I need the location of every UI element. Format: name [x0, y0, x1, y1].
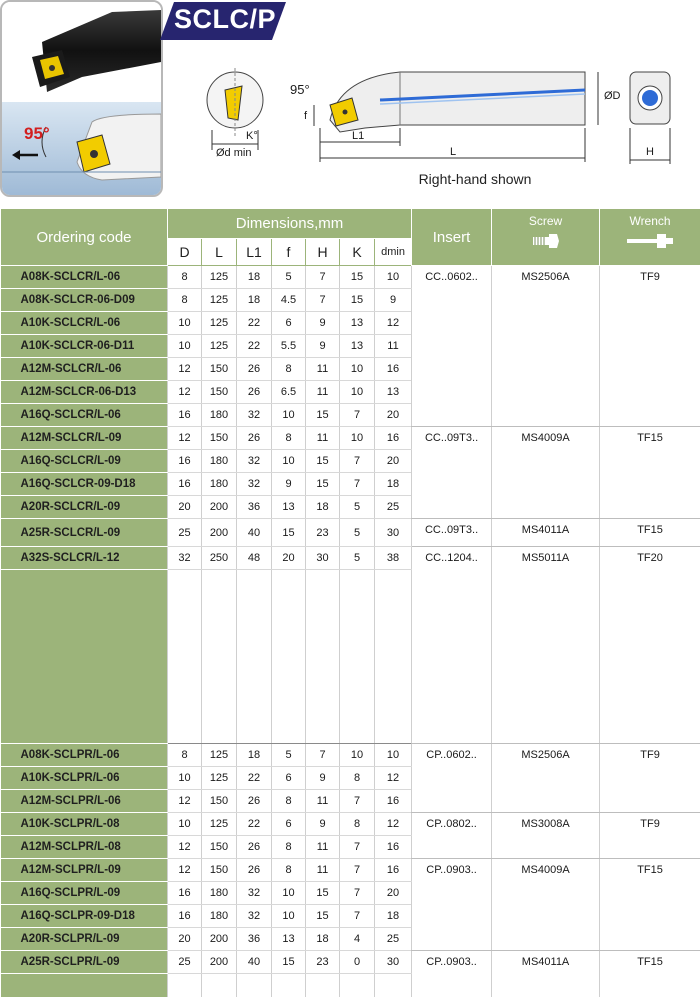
dim-h-cell: 9 [306, 312, 340, 335]
dim-k-cell: 10 [340, 358, 375, 381]
dim-d-cell: 12 [168, 381, 202, 404]
insert-cell: CP..0802.. [412, 813, 492, 859]
ordering-code-cell: A12M-SCLPR/L-09 [1, 859, 168, 882]
dim-h-cell: 11 [306, 859, 340, 882]
dim-h-cell: 11 [306, 358, 340, 381]
dim-d-cell: 10 [168, 767, 202, 790]
dim-l1-cell: 22 [237, 312, 272, 335]
dim-spacer-cell [237, 570, 272, 744]
spec-table-wrapper [0, 208, 700, 997]
drawing-h-label: H [646, 146, 654, 158]
table-row [1, 519, 700, 547]
dim-h-cell: 7 [306, 289, 340, 312]
dim-l-cell: 125 [202, 289, 237, 312]
column-header-insert: Insert [412, 209, 492, 266]
dim-l-cell: 250 [202, 547, 237, 570]
dim-f-cell: 10 [272, 882, 306, 905]
insert-cell: CC..09T3.. [412, 519, 492, 547]
table-row [1, 744, 700, 767]
dim-spacer-cell [340, 974, 375, 997]
drawing-l-label: L [450, 146, 457, 158]
caption: Right-hand shown [418, 171, 532, 187]
technical-drawing [190, 60, 700, 170]
dim-l1-cell: 48 [237, 547, 272, 570]
ordering-code-cell: A10K-SCLPR/L-08 [1, 813, 168, 836]
dim-dmin-cell: 20 [375, 450, 412, 473]
insert-cell: CC..09T3.. [412, 427, 492, 519]
dim-l1-cell: 18 [237, 744, 272, 767]
wrench-cell: TF9 [600, 813, 700, 859]
dim-spacer-cell [375, 570, 412, 744]
dim-spacer-cell [202, 570, 237, 744]
column-header-f: f [272, 239, 306, 266]
column-header-l: L [202, 239, 237, 266]
dim-k-cell: 7 [340, 473, 375, 496]
dim-d-cell: 16 [168, 404, 202, 427]
dim-f-cell: 8 [272, 836, 306, 859]
dim-l1-cell: 32 [237, 882, 272, 905]
dim-dmin-cell: 20 [375, 404, 412, 427]
dim-l-cell: 125 [202, 312, 237, 335]
wrench-cell: TF15 [600, 859, 700, 951]
dim-k-cell: 5 [340, 519, 375, 547]
dim-dmin-cell: 16 [375, 836, 412, 859]
drawing-d-label: ØD [604, 90, 621, 102]
dim-l-cell: 180 [202, 404, 237, 427]
dim-f-cell: 6 [272, 767, 306, 790]
table-row [1, 427, 700, 450]
dim-dmin-cell: 12 [375, 312, 412, 335]
dim-l-cell: 150 [202, 790, 237, 813]
ordering-code-cell: A12M-SCLCR/L-06 [1, 358, 168, 381]
tool-photo-illustration [2, 2, 161, 195]
dim-f-cell: 8 [272, 859, 306, 882]
dim-h-cell: 15 [306, 882, 340, 905]
dim-d-cell: 16 [168, 905, 202, 928]
dim-dmin-cell: 10 [375, 266, 412, 289]
dim-k-cell: 7 [340, 836, 375, 859]
dim-l-cell: 200 [202, 496, 237, 519]
dim-k-cell: 0 [340, 951, 375, 974]
ordering-code-cell: A25R-SCLPR/L-09 [1, 951, 168, 974]
dim-k-cell: 10 [340, 427, 375, 450]
insert-cell: CP..0602.. [412, 744, 492, 813]
dim-d-cell: 16 [168, 450, 202, 473]
dim-k-cell: 7 [340, 404, 375, 427]
dim-l1-cell: 26 [237, 381, 272, 404]
ordering-code-cell: A08K-SCLPR/L-06 [1, 744, 168, 767]
dim-l1-cell: 22 [237, 813, 272, 836]
dim-h-cell: 9 [306, 813, 340, 836]
wrench-cell: TF15 [600, 427, 700, 519]
dim-f-cell: 9 [272, 473, 306, 496]
dim-l-cell: 125 [202, 266, 237, 289]
dim-dmin-cell: 12 [375, 767, 412, 790]
dim-h-cell: 9 [306, 767, 340, 790]
column-header-l1: L1 [237, 239, 272, 266]
drawing-k-label: K° [246, 130, 258, 142]
dim-k-cell: 8 [340, 767, 375, 790]
dim-f-cell: 8 [272, 358, 306, 381]
dim-spacer-cell [340, 570, 375, 744]
dim-f-cell: 4.5 [272, 289, 306, 312]
dim-l-cell: 180 [202, 905, 237, 928]
dim-k-cell: 7 [340, 905, 375, 928]
dim-k-cell: 13 [340, 335, 375, 358]
dim-l1-cell: 26 [237, 836, 272, 859]
dim-d-cell: 8 [168, 266, 202, 289]
dim-l1-cell: 32 [237, 473, 272, 496]
ordering-code-cell: A20R-SCLCR/L-09 [1, 496, 168, 519]
dim-l1-cell: 40 [237, 519, 272, 547]
dim-f-cell: 8 [272, 427, 306, 450]
dim-k-cell: 10 [340, 744, 375, 767]
dim-k-cell: 7 [340, 882, 375, 905]
dim-dmin-cell: 11 [375, 335, 412, 358]
column-header-ordering-code: Ordering code [1, 209, 168, 266]
ordering-code-cell: A08K-SCLCR/L-06 [1, 266, 168, 289]
dim-d-cell: 20 [168, 928, 202, 951]
dim-dmin-cell: 25 [375, 496, 412, 519]
ordering-code-cell: A08K-SCLCR-06-D09 [1, 289, 168, 312]
ordering-code-cell: A10K-SCLCR/L-06 [1, 312, 168, 335]
dim-spacer-cell [272, 974, 306, 997]
screw-cell: MS5011A [492, 547, 600, 744]
drawing-dmin-label: Ød min [216, 147, 252, 159]
dim-d-cell: 12 [168, 358, 202, 381]
dim-dmin-cell: 16 [375, 427, 412, 450]
dim-h-cell: 23 [306, 951, 340, 974]
dim-l1-cell: 26 [237, 790, 272, 813]
wrench-icon [625, 231, 675, 251]
wrench-cell: TF9 [600, 266, 700, 427]
dim-d-cell: 8 [168, 744, 202, 767]
dim-dmin-cell: 16 [375, 790, 412, 813]
table-row [1, 813, 700, 836]
wrench-cell: TF15 [600, 519, 700, 547]
dim-k-cell: 10 [340, 381, 375, 404]
dim-f-cell: 8 [272, 790, 306, 813]
dim-f-cell: 15 [272, 519, 306, 547]
photo-angle-label: 95° [24, 124, 50, 143]
table-row [1, 266, 700, 289]
dim-h-cell: 30 [306, 547, 340, 570]
dim-d-cell: 12 [168, 836, 202, 859]
dim-d-cell: 10 [168, 312, 202, 335]
dim-d-cell: 32 [168, 547, 202, 570]
screw-cell: MS2506A [492, 266, 600, 427]
wrench-header-label: Wrench [629, 214, 671, 228]
dim-l1-cell: 22 [237, 335, 272, 358]
ordering-code-cell: A12M-SCLPR/L-06 [1, 790, 168, 813]
tool-photo [0, 0, 163, 197]
dim-d-cell: 25 [168, 519, 202, 547]
dim-spacer-cell [202, 974, 237, 997]
dim-f-cell: 10 [272, 404, 306, 427]
dim-k-cell: 15 [340, 266, 375, 289]
dim-dmin-cell: 30 [375, 519, 412, 547]
dim-h-cell: 11 [306, 381, 340, 404]
table-row [1, 859, 700, 882]
column-header-dmin: dmin [375, 239, 412, 266]
dim-k-cell: 4 [340, 928, 375, 951]
dim-l-cell: 125 [202, 744, 237, 767]
dim-l-cell: 150 [202, 836, 237, 859]
dim-h-cell: 23 [306, 519, 340, 547]
dim-f-cell: 6 [272, 312, 306, 335]
dim-spacer-cell [168, 974, 202, 997]
dim-d-cell: 16 [168, 473, 202, 496]
dim-dmin-cell: 16 [375, 358, 412, 381]
dim-k-cell: 7 [340, 859, 375, 882]
column-header-d: D [168, 239, 202, 266]
dim-d-cell: 10 [168, 813, 202, 836]
screw-cell: MS4009A [492, 859, 600, 951]
dim-l1-cell: 32 [237, 404, 272, 427]
column-header-wrench [600, 209, 700, 266]
ordering-code-cell: A32S-SCLCR/L-12 [1, 547, 168, 570]
dim-l-cell: 125 [202, 335, 237, 358]
dim-spacer-cell [168, 570, 202, 744]
dim-k-cell: 15 [340, 289, 375, 312]
dim-h-cell: 15 [306, 473, 340, 496]
ordering-code-cell: A12M-SCLPR/L-08 [1, 836, 168, 859]
ordering-code-cell: A16Q-SCLPR/L-09 [1, 882, 168, 905]
column-header-k: K [340, 239, 375, 266]
dim-l-cell: 125 [202, 813, 237, 836]
table-row [1, 951, 700, 974]
dim-f-cell: 5 [272, 266, 306, 289]
dim-h-cell: 18 [306, 496, 340, 519]
dim-f-cell: 10 [272, 905, 306, 928]
dim-d-cell: 8 [168, 289, 202, 312]
dim-h-cell: 7 [306, 266, 340, 289]
spec-table-body [1, 266, 700, 997]
column-header-dimensions: Dimensions,mm [168, 209, 412, 239]
ordering-code-cell: A10K-SCLCR-06-D11 [1, 335, 168, 358]
insert-cell: CC..0602.. [412, 266, 492, 427]
dim-dmin-cell: 30 [375, 951, 412, 974]
screw-cell: MS4011A [492, 951, 600, 997]
dim-dmin-cell: 18 [375, 473, 412, 496]
ordering-code-cell: A25R-SCLCR/L-09 [1, 519, 168, 547]
screw-cell: MS4009A [492, 427, 600, 519]
dim-dmin-cell: 12 [375, 813, 412, 836]
dim-f-cell: 6 [272, 813, 306, 836]
dim-l-cell: 150 [202, 427, 237, 450]
column-header-h: H [306, 239, 340, 266]
dim-f-cell: 13 [272, 928, 306, 951]
dim-spacer-cell [306, 974, 340, 997]
dim-h-cell: 9 [306, 335, 340, 358]
wrench-cell: TF9 [600, 744, 700, 813]
dim-h-cell: 15 [306, 905, 340, 928]
dim-f-cell: 15 [272, 951, 306, 974]
ordering-code-spacer [1, 974, 168, 997]
dim-spacer-cell [375, 974, 412, 997]
dim-spacer-cell [306, 570, 340, 744]
dim-l-cell: 180 [202, 450, 237, 473]
drawing-lines [190, 60, 700, 170]
dim-dmin-cell: 13 [375, 381, 412, 404]
dim-k-cell: 7 [340, 790, 375, 813]
dim-h-cell: 15 [306, 450, 340, 473]
screw-cell: MS3008A [492, 813, 600, 859]
dim-k-cell: 8 [340, 813, 375, 836]
wrench-cell: TF15 [600, 951, 700, 997]
dim-k-cell: 5 [340, 547, 375, 570]
dim-l-cell: 150 [202, 358, 237, 381]
dim-f-cell: 5 [272, 744, 306, 767]
wrench-cell: TF20 [600, 547, 700, 744]
dim-l1-cell: 22 [237, 767, 272, 790]
page-title: SCLC/P [174, 4, 277, 34]
ordering-code-spacer [1, 570, 168, 744]
dim-l-cell: 150 [202, 381, 237, 404]
dim-h-cell: 18 [306, 928, 340, 951]
dim-spacer-cell [237, 974, 272, 997]
ordering-code-cell: A10K-SCLPR/L-06 [1, 767, 168, 790]
dim-h-cell: 11 [306, 790, 340, 813]
dim-l1-cell: 36 [237, 496, 272, 519]
dim-spacer-cell [272, 570, 306, 744]
dim-f-cell: 5.5 [272, 335, 306, 358]
spec-table [0, 208, 700, 997]
screw-cell: MS2506A [492, 744, 600, 813]
ordering-code-cell: A12M-SCLCR/L-09 [1, 427, 168, 450]
dim-d-cell: 10 [168, 335, 202, 358]
dim-f-cell: 6.5 [272, 381, 306, 404]
dim-l1-cell: 40 [237, 951, 272, 974]
dim-l-cell: 180 [202, 882, 237, 905]
drawing-f-label: f [304, 110, 308, 122]
dim-k-cell: 7 [340, 450, 375, 473]
dim-h-cell: 11 [306, 836, 340, 859]
ordering-code-cell: A16Q-SCLCR/L-06 [1, 404, 168, 427]
dim-l1-cell: 32 [237, 450, 272, 473]
dim-l1-cell: 26 [237, 358, 272, 381]
dim-k-cell: 13 [340, 312, 375, 335]
dim-l1-cell: 26 [237, 427, 272, 450]
dim-l-cell: 150 [202, 859, 237, 882]
dim-f-cell: 13 [272, 496, 306, 519]
ordering-code-cell: A16Q-SCLPR-09-D18 [1, 905, 168, 928]
insert-cell: CP..0903.. [412, 951, 492, 997]
dim-l1-cell: 32 [237, 905, 272, 928]
dim-d-cell: 20 [168, 496, 202, 519]
insert-cell: CP..0903.. [412, 859, 492, 951]
dim-l-cell: 200 [202, 928, 237, 951]
dim-l1-cell: 18 [237, 266, 272, 289]
screw-header-label: Screw [528, 214, 563, 228]
dim-f-cell: 10 [272, 450, 306, 473]
ordering-code-cell: A12M-SCLCR-06-D13 [1, 381, 168, 404]
dim-l1-cell: 18 [237, 289, 272, 312]
ordering-code-cell: A16Q-SCLCR/L-09 [1, 450, 168, 473]
dim-d-cell: 12 [168, 859, 202, 882]
dim-dmin-cell: 18 [375, 905, 412, 928]
screw-cell: MS4011A [492, 519, 600, 547]
dim-h-cell: 11 [306, 427, 340, 450]
dim-h-cell: 15 [306, 404, 340, 427]
drawing-l1-label: L1 [352, 130, 365, 142]
dim-dmin-cell: 38 [375, 547, 412, 570]
column-header-screw [492, 209, 600, 266]
dim-d-cell: 25 [168, 951, 202, 974]
dim-d-cell: 16 [168, 882, 202, 905]
table-row [1, 547, 700, 570]
dim-k-cell: 5 [340, 496, 375, 519]
ordering-code-cell: A16Q-SCLCR-09-D18 [1, 473, 168, 496]
dim-f-cell: 20 [272, 547, 306, 570]
insert-cell: CC..1204.. [412, 547, 492, 744]
ordering-code-cell: A20R-SCLPR/L-09 [1, 928, 168, 951]
dim-dmin-cell: 9 [375, 289, 412, 312]
dim-h-cell: 7 [306, 744, 340, 767]
dim-l-cell: 200 [202, 951, 237, 974]
drawing-angle-label: 95° [290, 82, 310, 97]
dim-d-cell: 12 [168, 790, 202, 813]
dim-dmin-cell: 16 [375, 859, 412, 882]
dim-l-cell: 125 [202, 767, 237, 790]
dim-dmin-cell: 20 [375, 882, 412, 905]
screw-icon [531, 231, 561, 251]
dim-l-cell: 200 [202, 519, 237, 547]
dim-dmin-cell: 10 [375, 744, 412, 767]
dim-d-cell: 12 [168, 427, 202, 450]
dim-dmin-cell: 25 [375, 928, 412, 951]
dim-l1-cell: 26 [237, 859, 272, 882]
dim-l1-cell: 36 [237, 928, 272, 951]
dim-l-cell: 180 [202, 473, 237, 496]
